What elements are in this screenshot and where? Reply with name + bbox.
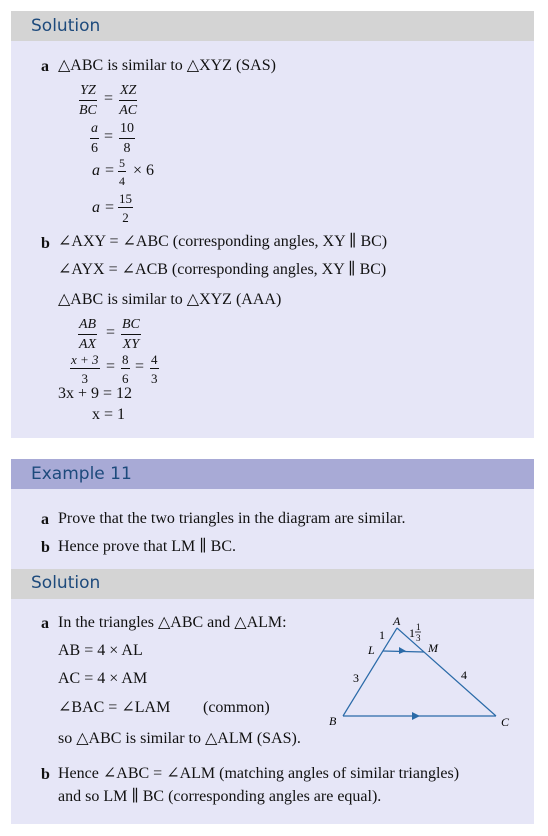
ratio-ac: AC = 4 × AM <box>58 670 148 687</box>
fraction: $\frac{YZ}{BC}$ <box>79 83 97 118</box>
fraction: $\frac{5}{4}$ <box>119 156 125 188</box>
equals: = <box>104 128 114 145</box>
equals: = <box>106 358 116 375</box>
side-ac <box>397 628 496 716</box>
solution-value: x = 1 <box>92 406 126 423</box>
similarity-statement: △ABC is similar to △XYZ (AAA) <box>58 291 282 308</box>
equation-lhs: a = <box>92 162 115 179</box>
length-am-den: 3 <box>416 633 421 643</box>
fraction: $\frac{x + 3}{3}$ <box>71 352 99 386</box>
part-a-label: a <box>41 615 49 632</box>
common-note: (common) <box>203 699 270 716</box>
length-mc: 4 <box>461 668 467 682</box>
part-b-label: b <box>41 235 50 252</box>
label-c: C <box>501 715 510 729</box>
hence-line: Hence ∠ABC = ∠ALM (matching angles of similar triangles) <box>58 765 460 782</box>
length-lb: 3 <box>353 671 359 685</box>
angle-line-2: ∠AYX = ∠ACB (corresponding angles, XY ∥ BC) <box>58 261 387 278</box>
triangle-diagram <box>320 606 520 734</box>
label-l: L <box>368 643 375 657</box>
part-b-label: b <box>41 766 50 783</box>
example-a-label: a <box>41 511 49 528</box>
fraction: $\frac{XZ}{AC}$ <box>119 83 138 118</box>
angle-line-1: ∠AXY = ∠ABC (corresponding angles, XY ∥ BC) <box>58 233 388 250</box>
label-a: A <box>393 614 401 628</box>
multiply-six: × 6 <box>133 162 155 179</box>
solution-heading: Solution <box>31 573 101 593</box>
fraction: $\frac{BC}{XY}$ <box>122 317 140 352</box>
equals: = <box>104 90 114 107</box>
arrow-marker-lm <box>399 647 406 654</box>
example-heading: Example 11 <box>31 464 132 484</box>
example-b-label: b <box>41 539 50 556</box>
part-a-statement: △ABC is similar to △XYZ (SAS) <box>58 57 276 74</box>
example-a-text: Prove that the two triangles in the diagram are similar. <box>58 510 406 527</box>
example-b-text: Hence prove that LM ∥ BC. <box>58 538 237 555</box>
triangles-intro: In the triangles △ABC and △ALM: <box>58 614 287 631</box>
part-a-label: a <box>41 58 49 75</box>
linear-equation: 3x + 9 = 12 <box>58 385 133 402</box>
label-b: B <box>329 714 337 728</box>
side-ab <box>343 628 397 716</box>
equals: = <box>135 358 145 375</box>
parallel-conclusion: and so LM ∥ BC (corresponding angles are equal). <box>58 788 382 805</box>
common-angle: ∠BAC = ∠LAM <box>58 699 171 716</box>
fraction: $\frac{a}{6}$ <box>91 121 98 156</box>
label-m: M <box>428 641 438 655</box>
arrow-marker-bc <box>412 712 420 720</box>
fraction: $\frac{4}{3}$ <box>151 352 158 386</box>
solution-heading: Solution <box>31 16 101 36</box>
equation-lhs: a = <box>92 199 115 216</box>
length-am-num: 1 <box>416 622 421 632</box>
fraction: $\frac{15}{2}$ <box>119 191 132 225</box>
similarity-conclusion: so △ABC is similar to △ALM (SAS). <box>58 730 301 747</box>
ratio-ab: AB = 4 × AL <box>58 642 143 659</box>
length-am-whole: 1 <box>409 626 415 640</box>
equals: = <box>106 324 116 341</box>
fraction: $\frac{8}{6}$ <box>122 352 129 386</box>
length-al: 1 <box>379 628 385 642</box>
fraction: $\frac{AB}{AX}$ <box>79 317 97 352</box>
fraction: $\frac{10}{8}$ <box>120 121 134 156</box>
example-panel <box>11 489 534 569</box>
